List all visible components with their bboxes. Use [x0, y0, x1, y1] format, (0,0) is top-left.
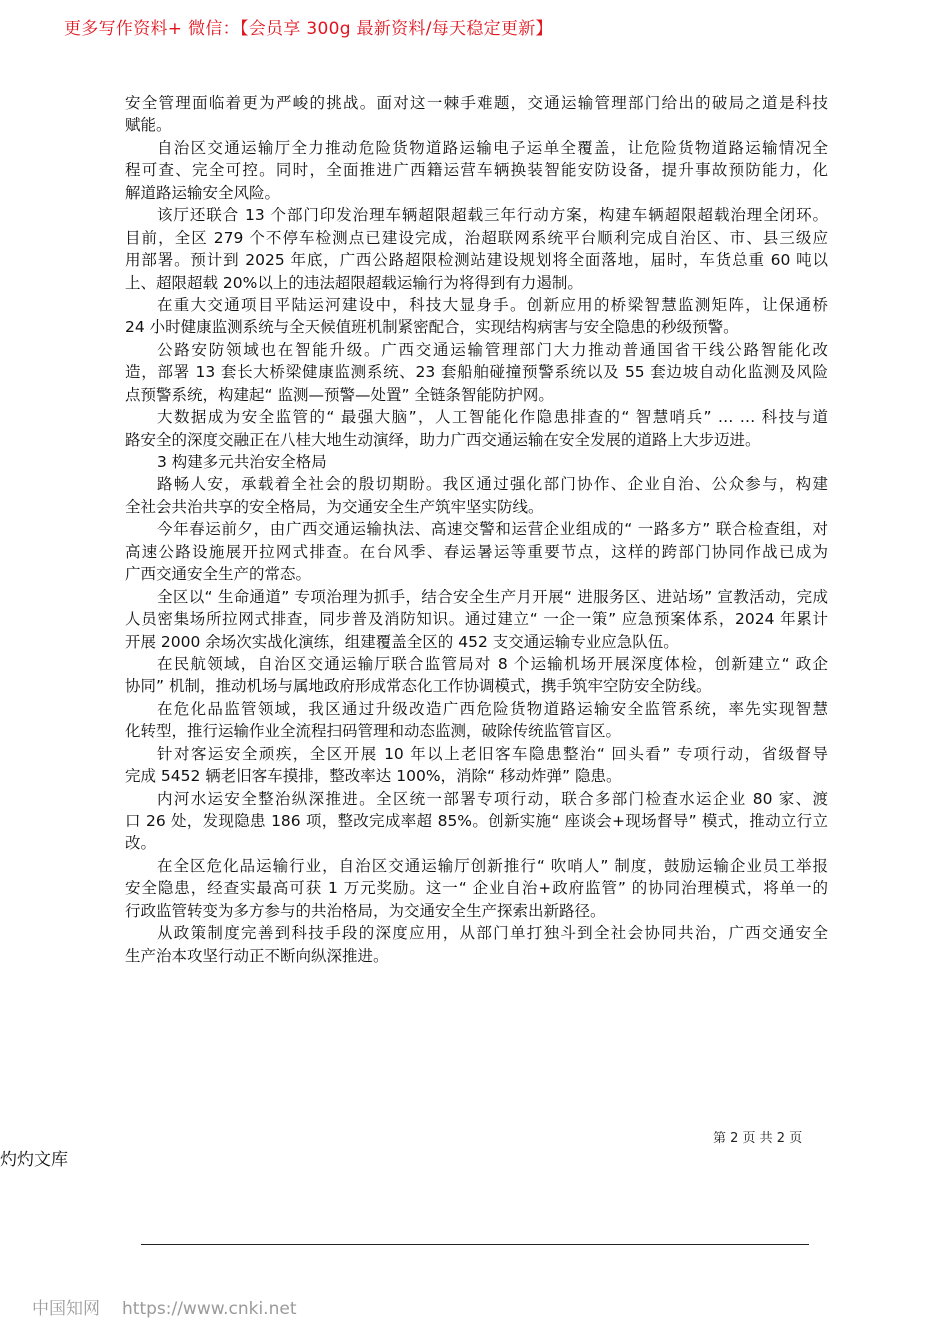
text-line: 内河水运安全整治纵深推进。全区统一部署专项行动，联合多部门检查水运企业 80 家、渡: [157, 789, 828, 808]
paragraph: [125, 922, 828, 967]
text-line: 全区以“ 生命通道” 专项治理为抓手，结合安全生产月开展“ 进服务区、进站场” 宣教活动，完成: [157, 587, 828, 606]
text-line: 大数据成为安全监管的“ 最强大脑”，人工智能化作隐患排查的“ 智慧哨兵” … … 科技与道: [157, 408, 828, 427]
text-line: 在民航领域，自治区交通运输厅联合监管局对 8 个运输机场开展深度体检，创新建立“ 政企: [157, 654, 828, 673]
paragraph: [125, 92, 828, 137]
text-line: 在重大交通项目平陆运河建设中，科技大显身手。创新应用的桥梁智慧监测矩阵，让保通桥: [157, 295, 828, 314]
text-line: 3 构建多元共治安全格局: [157, 453, 327, 471]
text-line: 解道路运输安全风险。: [125, 183, 281, 202]
paragraph: [125, 294, 828, 339]
text-line: 路安全的深度交融正在八桂大地生动演绎，助力广西交通运输在安全发展的道路上大步迈进。: [125, 430, 761, 449]
paragraph: [125, 698, 828, 743]
text-line: 用部署。预计到 2025 年底，广西公路超限检测站建设规划将全面落地，届时，车货总重 60 吨以: [125, 251, 828, 270]
text-line: 全社会共治共享的安全格局，为交通安全生产筑牢坚实防线。: [125, 497, 544, 516]
footer-divider: [141, 1244, 809, 1245]
text-line: 完成 5452 辆老旧客车摸排，整改率达 100%，消除“ 移动炸弹” 隐患。: [125, 767, 622, 786]
text-line: 协同” 机制，推动机场与属地政府形成常态化工作协调模式，携手筑牢空防安全防线。: [125, 677, 712, 696]
cnki-url: https://www.cnki.net: [122, 1299, 297, 1319]
text-line: 点预警系统，构建起“ 监测—预警—处置” 全链条智能防护网。: [125, 385, 554, 404]
text-line: 程可查、完全可控。同时，全面推进广西籍运营车辆换装智能安防设备，提升事故预防能力，化: [125, 161, 828, 180]
paragraph: [125, 339, 828, 406]
text-line: 赋能。: [125, 116, 172, 135]
text-line: 路畅人安，承载着全社会的殷切期盼。我区通过强化部门协作、企业自治、公众参与，构建: [157, 475, 828, 494]
paragraph: [125, 586, 828, 653]
text-line: 造，部署 13 套长大桥梁健康监测系统、23 套船舶碰撞预警系统以及 55 套边坡自动化监测及风险: [125, 363, 828, 382]
library-name: 灼灼文库: [0, 1150, 68, 1170]
text-line: 从政策制度完善到科技手段的深度应用，从部门单打独斗到全社会协同共治，广西交通安全: [157, 924, 828, 943]
paragraph: [125, 473, 828, 518]
text-line: 公路安防领域也在智能升级。广西交通运输管理部门大力推动普通国省干线公路智能化改: [157, 340, 828, 359]
cnki-watermark: [32, 1294, 318, 1319]
text-line: 高速公路设施展开拉网式排查。在台风季、春运暑运等重要节点，这样的跨部门协同作战已成为: [125, 542, 828, 561]
text-line: 针对客运安全顽疾，全区开展 10 年以上老旧客车隐患整治“ 回头看” 专项行动，省级督导: [157, 744, 828, 763]
document-body: [125, 92, 828, 967]
text-line: 化转型，推行运输作业全流程扫码管理和动态监测，破除传统监管盲区。: [125, 722, 622, 741]
paragraph: [125, 855, 828, 922]
paragraph: [125, 204, 828, 294]
text-line: 口 26 处，发现隐患 186 项，整改完成率超 85%。创新实施“ 座谈会+现场督导” 模式，推动立行立: [125, 812, 828, 830]
text-line: 自治区交通运输厅全力推动危险货物道路运输电子运单全覆盖，让危险货物道路运输情况全: [157, 138, 828, 157]
text-line: 安全管理面临着更为严峻的挑战。面对这一棘手难题，交通运输管理部门给出的破局之道是科技: [125, 94, 828, 112]
page-number: 第 2 页 共 2 页: [713, 1131, 803, 1146]
paragraph: [125, 653, 828, 698]
cnki-name: 中国知网: [32, 1299, 100, 1319]
text-line: 今年春运前夕，由广西交通运输执法、高速交警和运营企业组成的“ 一路多方” 联合检查组，对: [157, 520, 828, 539]
text-line: 人员密集场所拉网式排查，同步普及消防知识。通过建立“ 一企一策” 应急预案体系，2024 年累计: [125, 610, 828, 629]
text-line: 目前，全区 279 个不停车检测点已建设完成，治超联网系统平台顺利完成自治区、市、县三级应: [125, 228, 828, 247]
text-line: 安全隐患，经查实最高可获 1 万元奖励。这一“ 企业自治+政府监管” 的协同治理模式，将单一的: [125, 879, 828, 898]
text-line: 改。: [125, 834, 157, 853]
text-line: 行政监管转变为多方参与的共治格局，为交通安全生产探索出新路径。: [125, 901, 606, 920]
paragraph: [125, 788, 828, 855]
paragraph: [125, 451, 828, 473]
text-line: 广西交通安全生产的常态。: [125, 565, 312, 584]
promo-banner: 更多写作资料+ 微信：【会员享 300g 最新资料/每天稳定更新】: [64, 19, 553, 39]
text-line: 开展 2000 余场次实战化演练，组建覆盖全区的 452 支交通运输专业应急队伍。: [125, 632, 679, 651]
paragraph: [125, 137, 828, 204]
text-line: 上、超限超载 20%以上的违法超限超载运输行为将得到有力遏制。: [125, 273, 583, 292]
text-line: 该厅还联合 13 个部门印发治理车辆超限超载三年行动方案，构建车辆超限超载治理全闭环。: [157, 206, 828, 225]
paragraph: [125, 406, 828, 451]
paragraph: [125, 743, 828, 788]
paragraph: [125, 518, 828, 585]
text-line: 24 小时健康监测系统与全天候值班机制紧密配合，实现结构病害与安全隐患的秒级预警。: [125, 318, 739, 337]
text-line: 在危化品监管领域，我区通过升级改造广西危险货物道路运输安全监管系统，率先实现智慧: [157, 699, 828, 718]
text-line: 生产治本攻坚行动正不断向纵深推进。: [125, 946, 389, 965]
text-line: 在全区危化品运输行业，自治区交通运输厅创新推行“ 吹哨人” 制度，鼓励运输企业员工举报: [157, 856, 828, 875]
